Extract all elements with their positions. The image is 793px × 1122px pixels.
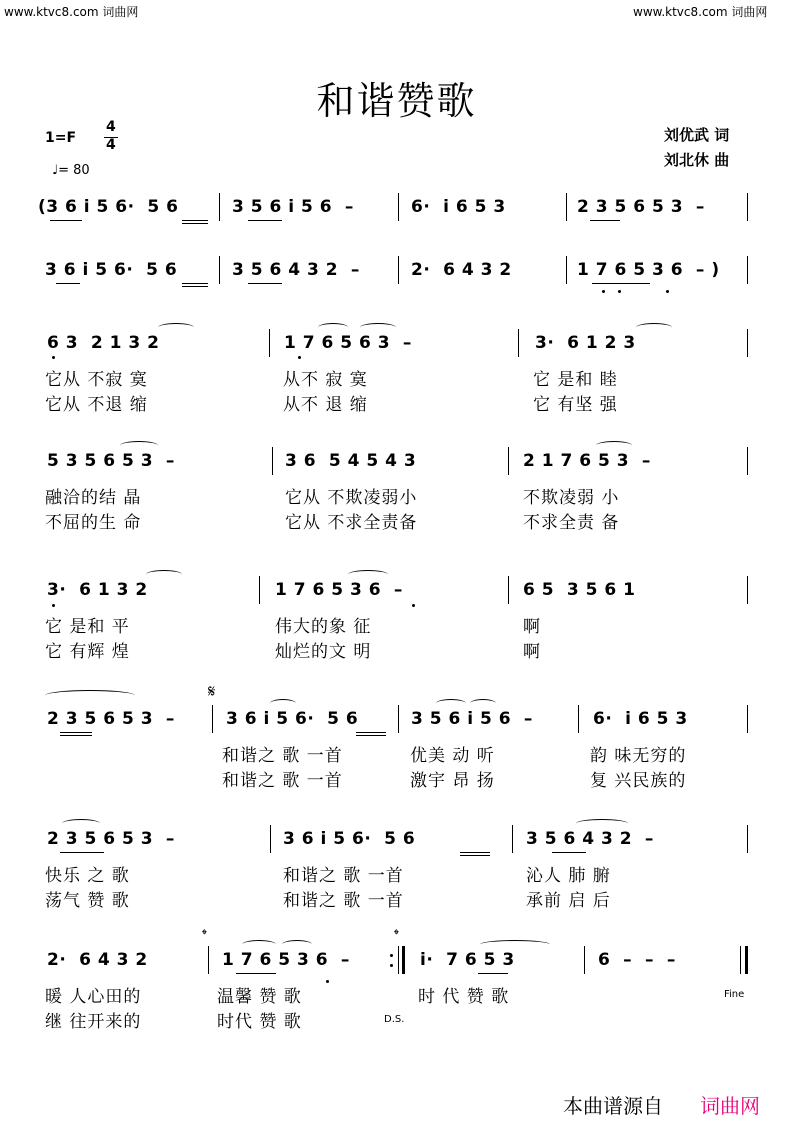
system-2-measure-2: 3 5 6 4 3 2 – [232,260,360,280]
source-label: 本曲谱源自 [563,1094,663,1118]
system-4-measure-3: 2 1 7 6 5 3 – [523,451,651,471]
key-signature: 1=F [45,130,77,146]
system-8-measure-2: 1 7 6 5 3 6 – [222,950,350,970]
system-6-lyric-1b: 优美 动 听 [410,746,495,766]
system-8-measure-1: 2· 6 4 3 2 [47,950,148,970]
system-6-measure-3: 3 5 6 i 5 6 – [411,709,533,729]
site-watermark-left: www.ktvc8.com 词曲网 [4,5,139,19]
brand-link[interactable]: 词曲网 [700,1094,760,1118]
system-7-lyric-2a: 荡气 赞 歌 [45,891,130,911]
system-8-measure-3: i· 7 6 5 3 [420,950,515,970]
system-6-lyric-2c: 复 兴民族的 [590,771,687,791]
system-5-measure-3: 6 5 3 5 6 1 [523,580,636,600]
lyricist-credit: 刘优武 词 [664,126,730,144]
system-6-lyric-2a: 和谐之 歌 一首 [222,771,343,791]
system-5-measure-1: 3· 6 1 3 2 [47,580,148,600]
system-3-lyric-1a: 它从 不寂 寞 [45,370,148,390]
site-watermark-right: www.ktvc8.com 词曲网 [633,5,768,19]
system-4-lyric-2a: 不屈的生 命 [45,513,142,533]
system-5-lyric-1a: 它 是和 平 [45,617,130,637]
ds-marking: D.S. [384,1014,405,1025]
system-4-measure-2: 3 6 5 4 5 4 3 [285,451,417,471]
system-3-lyric-1b: 从不 寂 寞 [283,370,368,390]
composer-credit: 刘北休 曲 [664,151,730,169]
system-5-lyric-2b: 灿烂的文 明 [275,642,372,662]
system-3-lyric-2a: 它从 不退 缩 [45,395,148,415]
segno-sign: 𝄋 [208,682,216,702]
system-7-lyric-1b: 和谐之 歌 一首 [283,866,404,886]
system-6-lyric-1c: 韵 味无穷的 [590,746,687,766]
time-signature-bottom: 4 [106,137,116,153]
system-4-lyric-1b: 它从 不欺凌弱小 [285,488,418,508]
system-6-lyric-1a: 和谐之 歌 一首 [222,746,343,766]
system-7-measure-1: 2 3 5 6 5 3 – [47,829,175,849]
system-8-measure-4: 6 – – – [598,950,676,970]
system-5-lyric-1b: 伟大的象 征 [275,617,372,637]
system-6-measure-4: 6· i 6 5 3 [593,709,688,729]
system-7-lyric-2b: 和谐之 歌 一首 [283,891,404,911]
system-3-measure-1: 6 3 2 1 3 2 [47,333,160,353]
coda-sign-1: 𝄌 [202,927,207,943]
system-8-lyric-1a: 暖 人心田的 [45,987,142,1007]
system-8-lyric-1b: 温馨 赞 歌 [217,987,302,1007]
system-2-measure-3: 2· 6 4 3 2 [411,260,512,280]
system-7-lyric-1a: 快乐 之 歌 [45,866,130,886]
system-3-lyric-2b: 从不 退 缩 [283,395,368,415]
coda-sign-2: 𝄌 [394,927,399,943]
system-7-measure-2: 3 6 i 5 6· 5 6 [283,829,416,849]
system-1-measure-3: 6· i 6 5 3 [411,197,506,217]
system-4-measure-1: 5 3 5 6 5 3 – [47,451,175,471]
fine-marking: Fine [724,989,745,1000]
system-6-lyric-2b: 激宇 昂 扬 [410,771,495,791]
system-4-lyric-2c: 不求全责 备 [523,513,620,533]
system-5-lyric-2c: 啊 [523,642,541,662]
system-7-measure-3: 3 5 6 4 3 2 – [526,829,654,849]
system-4-lyric-1c: 不欺凌弱 小 [523,488,620,508]
system-2-measure-1: 3 6 i 5 6· 5 6 [45,260,178,280]
system-6-measure-2: 3 6 i 5 6· 5 6 [226,709,359,729]
system-3-measure-2: 1 7 6 5 6 3 – [284,333,412,353]
system-4-lyric-1a: 融洽的结 晶 [45,488,142,508]
system-4-lyric-2b: 它从 不求全责备 [285,513,418,533]
system-5-lyric-2a: 它 有辉 煌 [45,642,130,662]
system-1-measure-4: 2 3 5 6 5 3 – [577,197,705,217]
system-1-measure-2: 3 5 6 i 5 6 – [232,197,354,217]
system-5-measure-2: 1 7 6 5 3 6 – [275,580,403,600]
song-title: 和谐赞歌 [316,79,477,123]
system-6-measure-1: 2 3 5 6 5 3 – [47,709,175,729]
system-8-lyric-2b: 时代 赞 歌 [217,1012,302,1032]
system-1-measure-1: (3 6 i 5 6· 5 6 [38,197,179,217]
system-5-lyric-1c: 啊 [523,617,541,637]
system-7-lyric-1c: 沁人 肺 腑 [526,866,611,886]
tempo-marking: ♩= 80 [52,163,90,178]
system-7-lyric-2c: 承前 启 后 [526,891,611,911]
system-3-lyric-1c: 它 是和 睦 [533,370,618,390]
system-2-measure-4: 1 7 6 5 3 6 – ) [577,260,720,280]
time-signature-top: 4 [106,119,116,135]
system-3-lyric-2c: 它 有坚 强 [533,395,618,415]
system-3-measure-3: 3· 6 1 2 3 [535,333,636,353]
system-8-lyric-2a: 继 往开来的 [45,1012,142,1032]
system-8-lyric-1c: 时 代 赞 歌 [418,987,510,1007]
